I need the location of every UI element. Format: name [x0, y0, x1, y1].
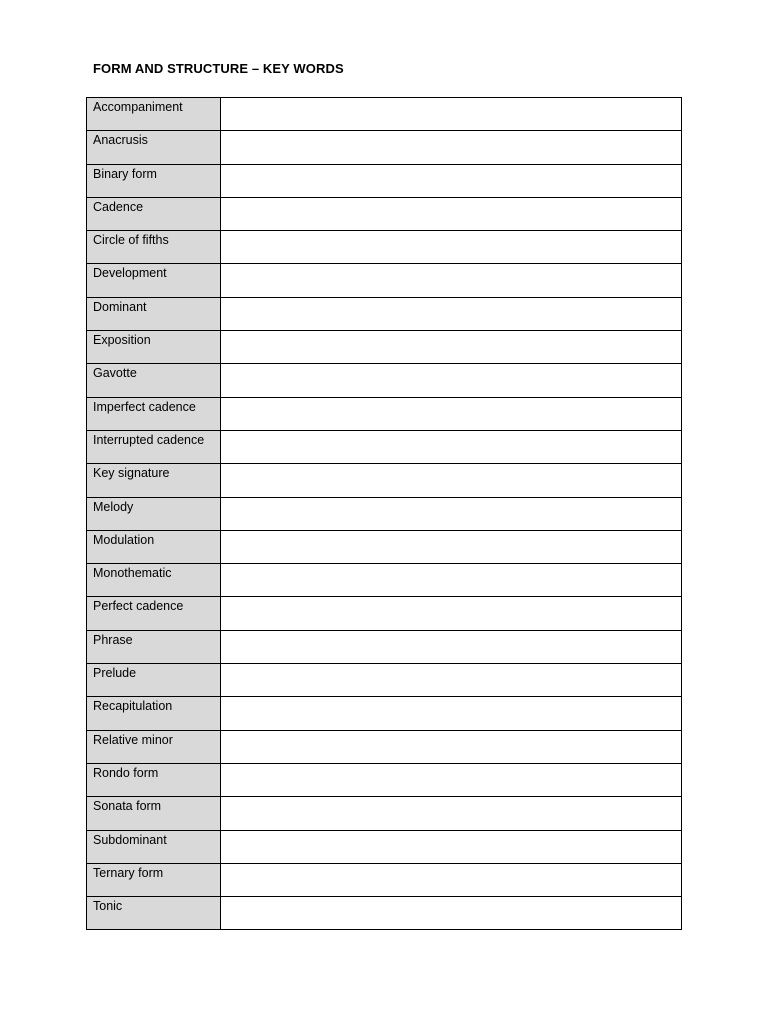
- table-row: [87, 497, 682, 530]
- definition-cell[interactable]: [221, 830, 682, 863]
- term-cell: Prelude: [87, 664, 221, 697]
- term-cell: Subdominant: [87, 830, 221, 863]
- definition-cell[interactable]: [221, 131, 682, 164]
- table-row: [87, 164, 682, 197]
- definition-cell[interactable]: [221, 231, 682, 264]
- definition-cell[interactable]: [221, 863, 682, 896]
- keyword-table: [86, 97, 682, 930]
- table-row: [87, 364, 682, 397]
- table-row: [87, 297, 682, 330]
- term-cell: Exposition: [87, 331, 221, 364]
- term-cell: Imperfect cadence: [87, 397, 221, 430]
- definition-cell[interactable]: [221, 730, 682, 763]
- definition-cell[interactable]: [221, 564, 682, 597]
- term-cell: Anacrusis: [87, 131, 221, 164]
- definition-cell[interactable]: [221, 364, 682, 397]
- term-cell: Circle of fifths: [87, 231, 221, 264]
- term-cell: Dominant: [87, 297, 221, 330]
- definition-cell[interactable]: [221, 197, 682, 230]
- term-cell: Tonic: [87, 897, 221, 930]
- definition-cell[interactable]: [221, 664, 682, 697]
- table-row: [87, 830, 682, 863]
- keyword-rows: [87, 98, 682, 930]
- term-cell: Relative minor: [87, 730, 221, 763]
- definition-cell[interactable]: [221, 897, 682, 930]
- term-cell: Melody: [87, 497, 221, 530]
- table-row: [87, 664, 682, 697]
- table-row: [87, 197, 682, 230]
- table-row: [87, 897, 682, 930]
- term-cell: Interrupted cadence: [87, 430, 221, 463]
- term-cell: Rondo form: [87, 763, 221, 796]
- table-row: [87, 697, 682, 730]
- table-row: [87, 564, 682, 597]
- definition-cell[interactable]: [221, 597, 682, 630]
- term-cell: Binary form: [87, 164, 221, 197]
- table-row: [87, 397, 682, 430]
- definition-cell[interactable]: [221, 297, 682, 330]
- term-cell: Perfect cadence: [87, 597, 221, 630]
- table-row: [87, 231, 682, 264]
- term-cell: Gavotte: [87, 364, 221, 397]
- definition-cell[interactable]: [221, 331, 682, 364]
- term-cell: Phrase: [87, 630, 221, 663]
- table-row: [87, 797, 682, 830]
- definition-cell[interactable]: [221, 763, 682, 796]
- table-row: [87, 464, 682, 497]
- term-cell: Modulation: [87, 530, 221, 563]
- definition-cell[interactable]: [221, 264, 682, 297]
- definition-cell[interactable]: [221, 430, 682, 463]
- table-row: [87, 131, 682, 164]
- table-row: [87, 597, 682, 630]
- definition-cell[interactable]: [221, 464, 682, 497]
- term-cell: Monothematic: [87, 564, 221, 597]
- table-row: [87, 264, 682, 297]
- definition-cell[interactable]: [221, 98, 682, 131]
- definition-cell[interactable]: [221, 497, 682, 530]
- table-row: [87, 331, 682, 364]
- definition-cell[interactable]: [221, 630, 682, 663]
- term-cell: Key signature: [87, 464, 221, 497]
- definition-cell[interactable]: [221, 397, 682, 430]
- table-row: [87, 630, 682, 663]
- page-title: FORM AND STRUCTURE – KEY WORDS: [93, 61, 344, 76]
- table-row: [87, 863, 682, 896]
- table-row: [87, 530, 682, 563]
- table-row: [87, 730, 682, 763]
- term-cell: Accompaniment: [87, 98, 221, 131]
- definition-cell[interactable]: [221, 797, 682, 830]
- term-cell: Development: [87, 264, 221, 297]
- table-row: [87, 763, 682, 796]
- definition-cell[interactable]: [221, 530, 682, 563]
- definition-cell[interactable]: [221, 697, 682, 730]
- table-row: [87, 98, 682, 131]
- term-cell: Sonata form: [87, 797, 221, 830]
- table-row: [87, 430, 682, 463]
- term-cell: Ternary form: [87, 863, 221, 896]
- term-cell: Recapitulation: [87, 697, 221, 730]
- term-cell: Cadence: [87, 197, 221, 230]
- definition-cell[interactable]: [221, 164, 682, 197]
